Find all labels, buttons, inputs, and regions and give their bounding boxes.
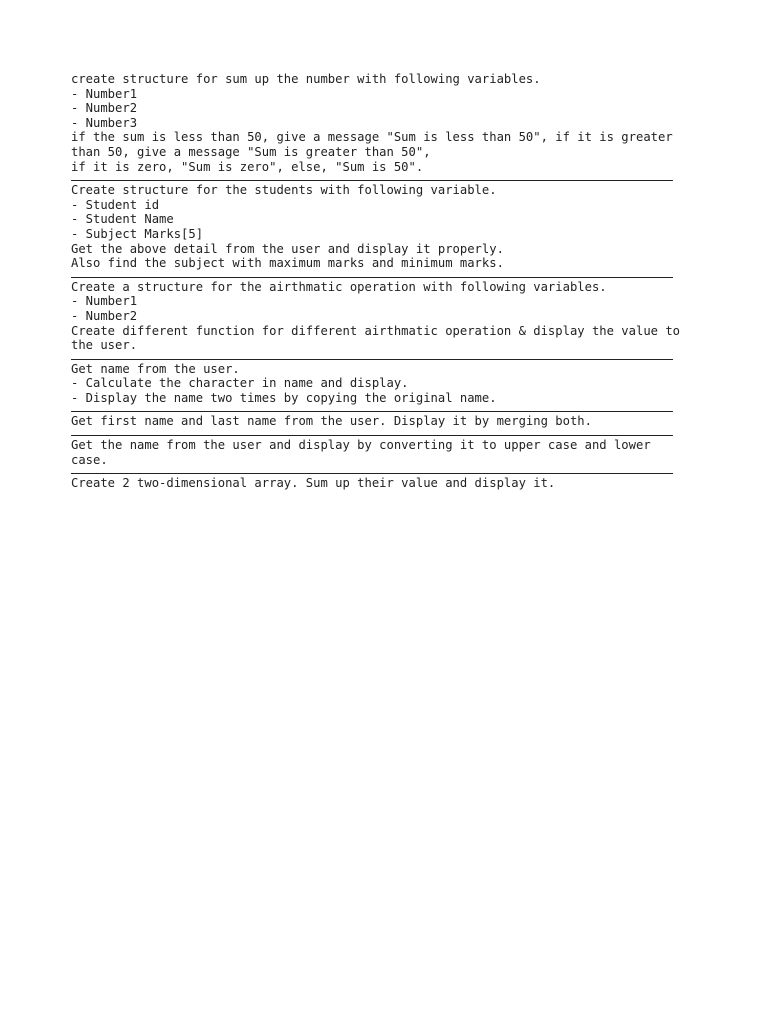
text-line: Create structure for the students with following variable.	[71, 183, 497, 198]
text-line: the user.	[71, 338, 138, 353]
document-body	[71, 72, 701, 491]
text-line: - Display the name two times by copying the original name.	[71, 390, 497, 405]
text-line: case.	[71, 452, 108, 467]
section-divider	[71, 411, 673, 412]
text-line: - Student Name	[71, 212, 174, 227]
text-line: - Subject Marks[5]	[71, 226, 204, 241]
section-divider	[71, 277, 673, 278]
exercise-2d-array	[71, 476, 701, 491]
text-line: Create 2 two-dimensional array. Sum up their value and display it.	[71, 476, 556, 491]
text-line: Get the above detail from the user and display it properly.	[71, 241, 504, 256]
text-line: than 50, give a message "Sum is greater than 50",	[71, 144, 431, 159]
section-divider	[71, 180, 673, 181]
text-line: Get name from the user.	[71, 361, 240, 376]
exercise-student-structure	[71, 183, 701, 271]
text-line: Get the name from the user and display by converting it to upper case and lower	[71, 438, 651, 453]
text-line: - Number1	[71, 86, 138, 101]
exercise-name-merge	[71, 414, 701, 429]
text-line: - Number3	[71, 115, 138, 130]
text-line: create structure for sum up the number with following variables.	[71, 72, 541, 86]
section-divider	[71, 359, 673, 360]
text-line: - Number1	[71, 294, 138, 309]
exercise-name-copy	[71, 362, 701, 406]
text-line: - Calculate the character in name and display.	[71, 376, 409, 391]
text-line: Also find the subject with maximum marks and minimum marks.	[71, 256, 504, 271]
text-line: if it is zero, "Sum is zero", else, "Sum is 50".	[71, 159, 424, 174]
exercise-arithmetic-structure	[71, 280, 701, 353]
exercise-name-case	[71, 438, 701, 467]
text-line: - Number2	[71, 101, 138, 116]
text-line: - Number2	[71, 308, 138, 323]
text-line: Create a structure for the airthmatic operation with following variables.	[71, 279, 607, 294]
text-line: Get first name and last name from the user. Display it by merging both.	[71, 414, 592, 429]
section-divider	[71, 435, 673, 436]
text-line: - Student id	[71, 197, 160, 212]
text-line: if the sum is less than 50, give a message "Sum is less than 50", if it is greater	[71, 130, 673, 145]
text-line: Create different function for different airthmatic operation & display the value to	[71, 323, 681, 338]
exercise-sum-structure	[71, 72, 701, 174]
section-divider	[71, 473, 673, 474]
